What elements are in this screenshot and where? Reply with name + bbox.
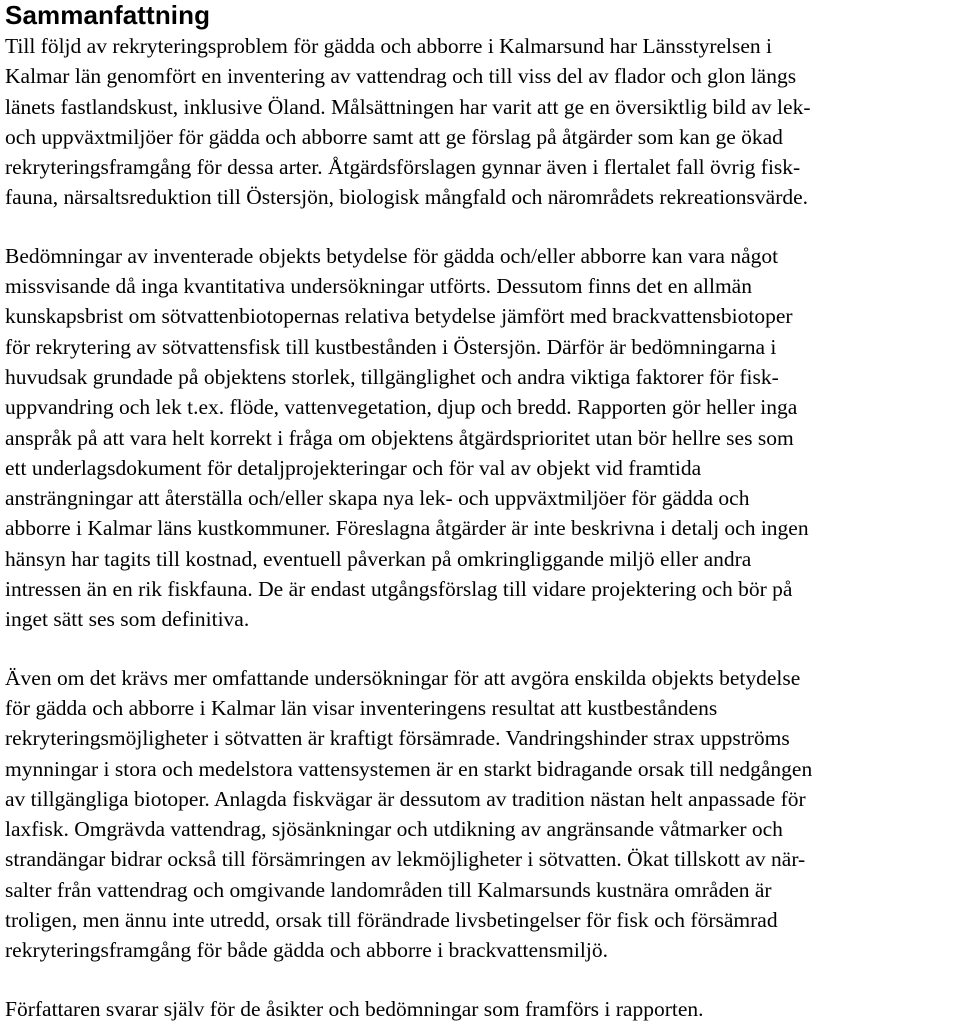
text-line: länets fastlandskust, inklusive Öland. Målsättningen har varit att ge en översiktlig bild av lek-	[5, 94, 811, 119]
text-line: för gädda och abborre i Kalmar län visar inventeringens resultat att kustbeståndens	[5, 695, 718, 720]
text-line: mynningar i stora och medelstora vattensystemen är en starkt bidragande orsak till nedgången	[5, 756, 813, 781]
page-title: Sammanfattning	[5, 0, 211, 30]
text-line: abborre i Kalmar läns kustkommuner. Föreslagna åtgärder är inte beskrivna i detalj och ingen	[5, 516, 809, 541]
text-line: salter från vattendrag och omgivande landområden till Kalmarsunds kustnära områden är	[5, 877, 772, 902]
paragraph-spacer	[5, 966, 954, 994]
text-line: uppvandring och lek t.ex. flöde, vattenvegetation, djup och bredd. Rapporten gör heller inga	[5, 395, 798, 420]
text-line: Författaren svarar själv för de åsikter och bedömningar som framförs i rapporten.	[5, 996, 704, 1021]
paragraph-spacer	[5, 213, 954, 241]
text-line: Även om det krävs mer omfattande undersökningar för att avgöra enskilda objekts betydelse	[5, 665, 801, 690]
text-line: ett underlagsdokument för detaljprojekteringar och för val av objekt vid framtida	[5, 455, 702, 480]
text-line: laxfisk. Omgrävda vattendrag, sjösänkningar och utdikning av angränsande våtmarker och	[5, 817, 783, 842]
text-line: inget sätt ses som definitiva.	[5, 607, 250, 632]
document-body	[5, 31, 954, 1024]
paragraph-disclaimer	[5, 994, 954, 1024]
text-line: fauna, närsaltsreduktion till Östersjön, biologisk mångfald och närområdets rekreationsvärde.	[5, 185, 809, 210]
text-line: missvisande då inga kvantitativa undersökningar utförts. Dessutom finns det en allmän	[5, 274, 752, 299]
text-line: och uppväxtmiljöer för gädda och abborre samt att ge förslag på åtgärder som kan ge ökad	[5, 124, 783, 149]
text-line: rekryteringsmöjligheter i sötvatten är kraftigt försämrade. Vandringshinder strax uppströms	[5, 726, 790, 751]
paragraph-results	[5, 663, 954, 966]
text-line: anspråk på att vara helt korrekt i fråga om objektens åtgärdsprioritet utan bör hellre ses som	[5, 425, 794, 450]
paragraph-intro	[5, 31, 954, 213]
text-line: hänsyn har tagits till kostnad, eventuell påverkan på omkringliggande miljö eller andra	[5, 546, 752, 571]
text-line: Kalmar län genomfört en inventering av vattendrag och till viss del av flador och glon längs	[5, 64, 797, 89]
text-line: av tillgängliga biotoper. Anlagda fiskvägar är dessutom av tradition nästan helt anpassade för	[5, 786, 806, 811]
text-line: Till följd av rekryteringsproblem för gädda och abborre i Kalmarsund har Länsstyrelsen i	[5, 34, 773, 58]
text-line: Bedömningar av inventerade objekts betydelse för gädda och/eller abborre kan vara något	[5, 243, 779, 268]
text-line: strandängar bidrar också till försämringen av lekmöjligheter i sötvatten. Ökat tillskott av när-	[5, 847, 806, 872]
text-line: för rekrytering av sötvattensfisk till kustbestånden i Östersjön. Därför är bedömningarna i	[5, 334, 777, 359]
text-line: intressen än en rik fiskfauna. De är endast utgångsförslag till vidare projektering och bör på	[5, 577, 793, 602]
text-line: huvudsak grundade på objektens storlek, tillgänglighet och andra viktiga faktorer för fisk-	[5, 364, 779, 389]
text-line: ansträngningar att återställa och/eller skapa nya lek- och uppväxtmiljöer för gädda och	[5, 486, 750, 511]
text-line: troligen, men ännu inte utredd, orsak till förändrade livsbetingelser för fisk och försämrad	[5, 908, 778, 933]
paragraph-spacer	[5, 635, 954, 663]
text-line: kunskapsbrist om sötvattenbiotopernas relativa betydelse jämfört med brackvattensbiotoper	[5, 304, 793, 329]
paragraph-assessment	[5, 241, 954, 635]
text-line: rekryteringsframgång för dessa arter. Åtgärdsförslagen gynnar även i flertalet fall övrig fisk-	[5, 155, 801, 180]
text-line: rekryteringsframgång för både gädda och abborre i brackvattensmiljö.	[5, 938, 608, 963]
